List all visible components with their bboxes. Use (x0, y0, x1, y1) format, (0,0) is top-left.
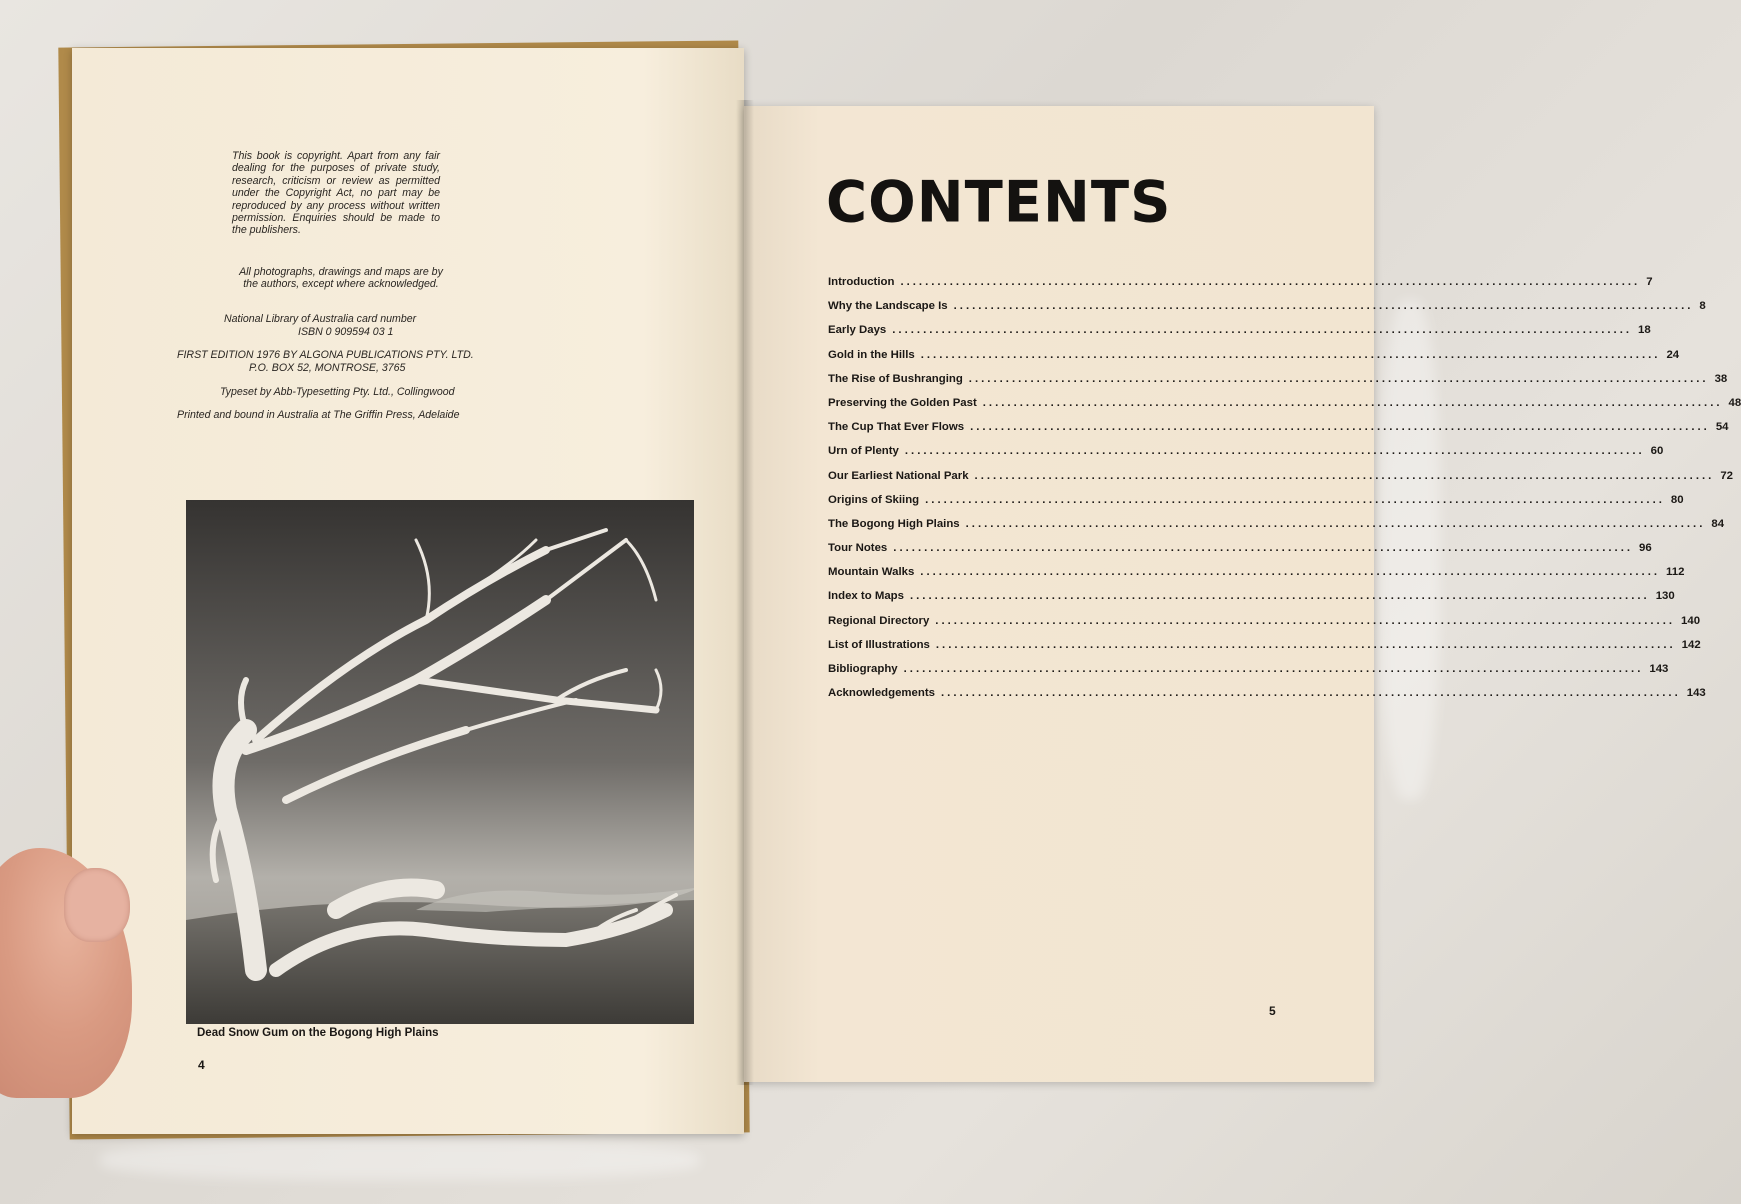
toc-entry (828, 324, 1651, 348)
toc-entry (828, 372, 1728, 397)
book-gutter (736, 100, 754, 1085)
toc-entry-page: 142 (1681, 638, 1701, 651)
toc-entry-title: Urn of Plenty (828, 445, 899, 458)
toc-dot-leader: ........................................................................................................................ (940, 687, 1681, 700)
toc-dot-leader: ........................................................................................................................ (903, 663, 1644, 675)
toc-entry (828, 445, 1664, 469)
toc-dot-leader: ........................................................................................................................ (982, 396, 1723, 409)
toc-entry-page: 96 (1639, 542, 1652, 555)
publisher-address: P.O. BOX 52, MONTROSE, 3765 (249, 362, 406, 374)
toc-entry-title: Mountain Walks (828, 566, 915, 579)
toc-entry (828, 638, 1701, 663)
toc-dot-leader: ........................................................................................................................ (935, 638, 1676, 651)
toc-entry (828, 300, 1706, 324)
edition-line: FIRST EDITION 1976 BY ALGONA PUBLICATIONS PTY. LTD. (177, 349, 474, 361)
toc-entry (828, 493, 1684, 518)
toc-dot-leader: ........................................................................................................................ (920, 566, 1661, 579)
toc-dot-leader: ........................................................................................................................ (974, 469, 1715, 482)
toc-entry-title: Why the Landscape Is (828, 300, 948, 313)
toc-entry (828, 396, 1741, 421)
toc-entry-title: Regional Directory (828, 614, 930, 627)
toc-entry-title: Our Earliest National Park (828, 469, 969, 482)
copyright-notice: This book is copyright. Apart from any fair dealing for the purposes of private study, research, criticism or review as permitted under the Copyright Act, no part may be reproduced by any process without written permission. Enquiries should be made to the publishers. (232, 150, 440, 237)
toc-dot-leader: ........................................................................................................................ (953, 300, 1694, 313)
library-card: National Library of Australia card number (224, 313, 417, 325)
toc-entry-title: Gold in the Hills (828, 348, 915, 361)
toc-entry (828, 469, 1733, 494)
toc-entry (828, 276, 1653, 300)
toc-entry-page: 130 (1655, 590, 1675, 603)
toc-entry-page: 60 (1650, 445, 1664, 458)
printed-line: Printed and bound in Australia at The Griffin Press, Adelaide (177, 409, 460, 421)
photo-credit: All photographs, drawings and maps are by the authors, except where acknowledged. (239, 266, 443, 291)
toc-entry-title: The Cup That Ever Flows (828, 421, 965, 434)
toc-entry-page: 8 (1699, 300, 1706, 313)
toc-entry (828, 517, 1725, 542)
snow-gum-photo (186, 500, 694, 1024)
toc-entry-title: List of Illustrations (828, 638, 930, 651)
toc-entry-page: 143 (1649, 663, 1669, 675)
toc-entry-title: Early Days (828, 324, 887, 337)
toc-entry-page: 38 (1714, 372, 1728, 385)
isbn: ISBN 0 909594 03 1 (298, 326, 394, 338)
toc-entry-title: Acknowledgements (828, 687, 935, 700)
toc-entry-page: 143 (1686, 687, 1706, 700)
toc-entry-page: 24 (1666, 348, 1680, 361)
toc-entry (828, 542, 1652, 566)
contents-heading: CONTENTS (826, 169, 1172, 236)
toc-entry-title: Bibliography (828, 663, 898, 675)
toc-entry-page: 54 (1715, 421, 1729, 434)
toc-entry-title: Preserving the Golden Past (828, 396, 977, 409)
toc-entry-page: 84 (1711, 517, 1725, 530)
page-number-left: 4 (198, 1058, 205, 1072)
toc-dot-leader: ........................................................................................................................ (920, 348, 1661, 361)
toc-entry-title: Index to Maps (828, 590, 904, 603)
toc-entry (828, 590, 1675, 614)
toc-entry (828, 566, 1685, 590)
toc-entry-page: 140 (1681, 614, 1701, 627)
toc-dot-leader: ........................................................................................................................ (893, 542, 1634, 555)
toc-dot-leader: ........................................................................................................................ (904, 445, 1645, 458)
toc-entry (828, 348, 1680, 373)
toc-entry-page: 72 (1720, 469, 1733, 482)
toc-dot-leader: ........................................................................................................................ (970, 421, 1710, 434)
toc-entry (828, 614, 1701, 639)
toc-dot-leader: ........................................................................................................................ (925, 493, 1665, 506)
toc-entry-title: Tour Notes (828, 542, 888, 555)
toc-dot-leader: ........................................................................................................................ (935, 614, 1676, 627)
toc-dot-leader: ........................................................................................................................ (900, 276, 1641, 288)
toc-entry (828, 663, 1669, 687)
page-number-right: 5 (1269, 1004, 1276, 1018)
toc-entry-page: 80 (1670, 493, 1684, 506)
toc-entry-page: 48 (1728, 396, 1741, 409)
toc-entry-page: 112 (1666, 566, 1685, 579)
toc-entry-page: 18 (1638, 324, 1651, 337)
toc-dot-leader: ........................................................................................................................ (909, 590, 1650, 603)
toc-entry-title: The Rise of Bushranging (828, 372, 963, 385)
photo-caption: Dead Snow Gum on the Bogong High Plains (197, 1027, 439, 1039)
toc-entry-title: Origins of Skiing (828, 493, 920, 506)
typeset-line: Typeset by Abb-Typesetting Pty. Ltd., Collingwood (220, 386, 455, 398)
toc-entry (828, 687, 1706, 711)
toc-dot-leader: ........................................................................................................................ (965, 517, 1706, 530)
sheet-fold (100, 1140, 700, 1180)
thumb-nail (64, 868, 130, 942)
dead-tree-illustration (186, 500, 694, 1024)
toc-entry (828, 421, 1729, 445)
toc-entry-page: 7 (1646, 276, 1653, 288)
toc-dot-leader: ........................................................................................................................ (892, 324, 1633, 337)
toc-entry-title: Introduction (828, 276, 895, 288)
table-of-contents (828, 276, 1741, 711)
toc-dot-leader: ........................................................................................................................ (968, 372, 1709, 385)
toc-entry-title: The Bogong High Plains (828, 517, 960, 530)
